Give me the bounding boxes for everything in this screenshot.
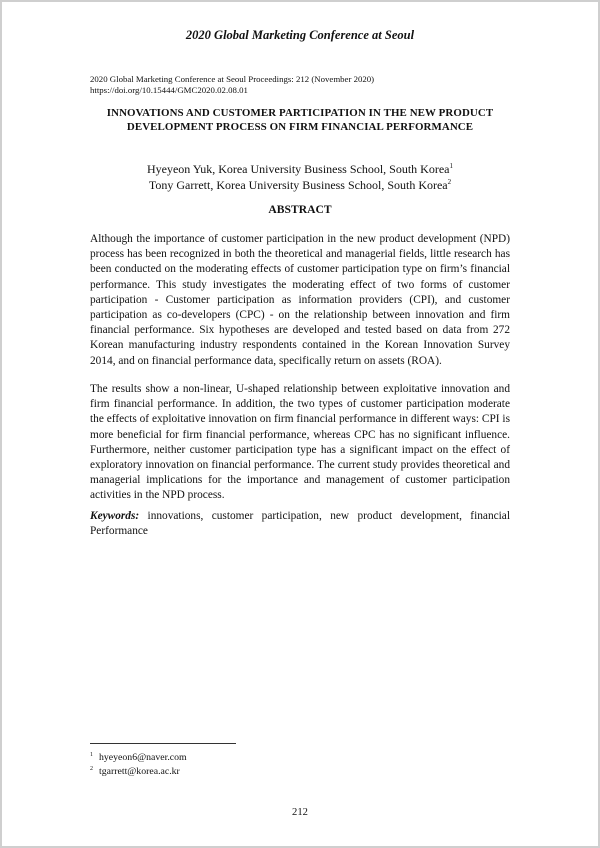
author-line [90, 162, 510, 178]
footnote-mark: 1 [449, 162, 453, 170]
abstract-paragraph: Although the importance of customer participation in the new product development (NPD) process has been recognized in both the theoretical and managerial fields, little research has been conducted on the moderating effects of customer participation type on firm’s financial performance. This study investigates the moderating effect of two forms of customer participation - Customer participation as information providers (CPI), and customer participation as co-developers (CPC) - on the relationship between innovation and firm financial performance. Six hypotheses are developed and tested based on data from 272 Korean manufacturing industry respondents contained in the Korean Innovation Survey 2014, and on financial performance data, specifically return on assets (ROA). [90, 233, 510, 367]
paper-title: INNOVATIONS AND CUSTOMER PARTICIPATION IN THE NEW PRODUCT DEVELOPMENT PROCESS ON FIRM FINANCIAL PERFORMANCE [106, 107, 494, 133]
keywords [90, 509, 510, 539]
footnote-mark: 2 [447, 177, 452, 186]
footnote [90, 765, 510, 779]
footnote-mark: 2 [90, 766, 93, 772]
abstract-heading: ABSTRACT [268, 203, 332, 216]
author-list [90, 162, 510, 193]
publication-meta [90, 74, 510, 96]
footnote-email[interactable]: hyeyeon6@naver.com [99, 752, 187, 763]
author-affiliation: Tony Garrett, Korea University Business School, South Korea [148, 177, 448, 192]
page-number: 212 [292, 807, 308, 818]
keywords-text: innovations, customer participation, new product development, financial Performance [90, 510, 510, 538]
footnote-email[interactable]: tgarrett@korea.ac.kr [99, 766, 180, 777]
author-affiliation: Hyeyeon Yuk, Korea University Business School, South Korea [146, 162, 450, 176]
author-line [90, 178, 510, 194]
proceedings-line: 2020 Global Marketing Conference at Seoul Proceedings: 212 (November 2020) [90, 74, 375, 84]
doi-link[interactable]: https://doi.org/10.15444/GMC2020.02.08.01 [90, 85, 248, 95]
running-head: 2020 Global Marketing Conference at Seoul [185, 28, 415, 42]
footnote-divider [90, 743, 236, 744]
footnote-mark: 1 [90, 752, 93, 758]
footnote [90, 751, 510, 765]
footnotes [90, 751, 510, 779]
keywords-label: Keywords: [90, 510, 140, 522]
abstract-paragraph: The results show a non-linear, U-shaped relationship between exploitative innovation and firm financial performance. In addition, the two types of customer participation moderate the effects of exploitative innovation on firm financial performance in different ways: CPI is more beneficial for firm financial performance, whereas CPC has no significant influence. Furthermore, neither customer participation type has a significant impact on the effect of exploratory innovation on financial performance. The current study provides theoretical and managerial implications for the importance and management of customer participation activities in the NPD process. [90, 383, 510, 502]
